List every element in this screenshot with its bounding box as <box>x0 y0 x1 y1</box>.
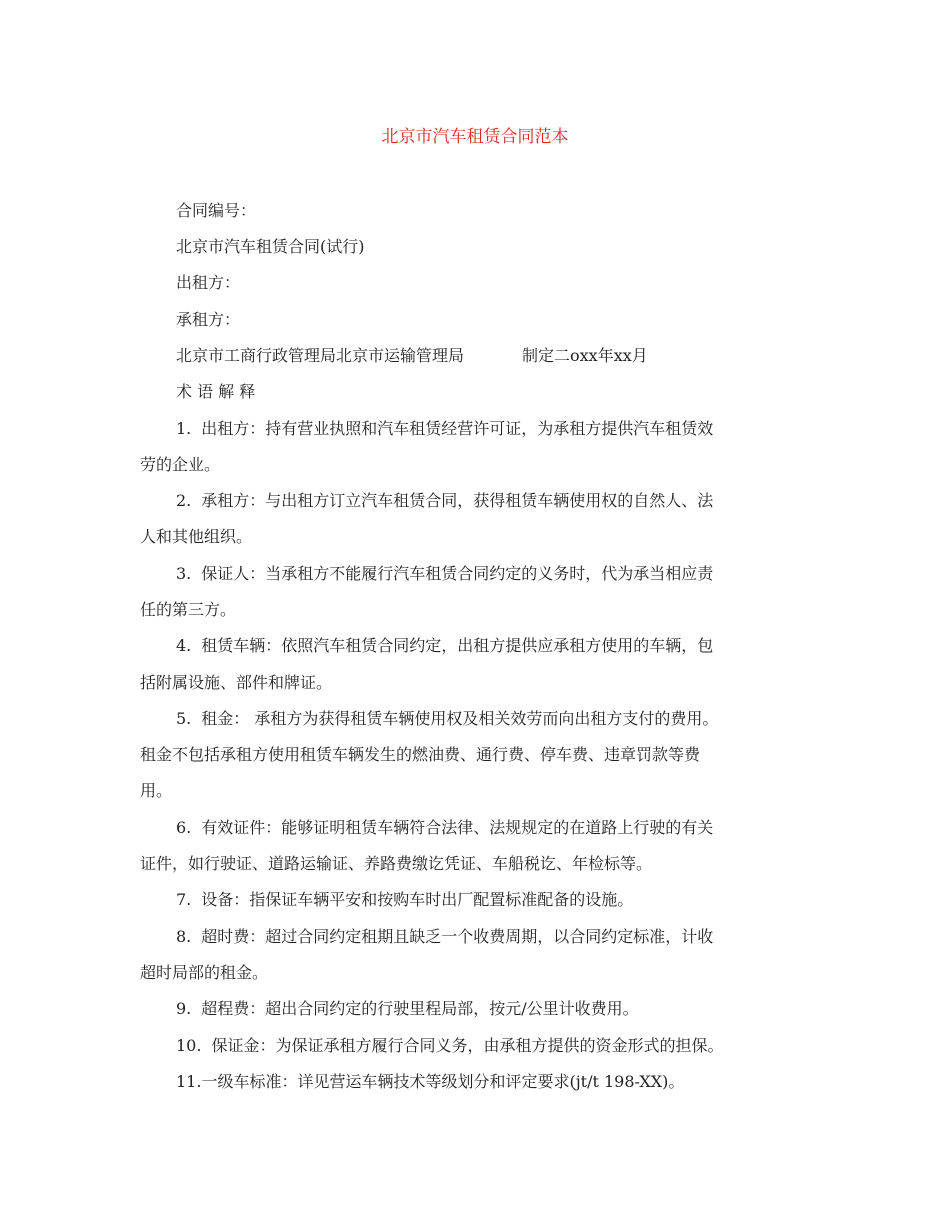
term-7-line-1 <box>140 887 805 910</box>
term-1-line-1 <box>140 416 805 439</box>
term-number: 1. <box>176 419 192 438</box>
term-number: 6. <box>176 818 192 837</box>
term-number: 3. <box>176 564 192 583</box>
term-3-line-2: 任的第三方。 <box>140 600 237 619</box>
term-6-line-1 <box>140 815 805 838</box>
term-1-line-2: 劳的企业。 <box>140 455 221 474</box>
issuer-line <box>176 343 841 366</box>
term-4-line-2: 括附属设施、部件和牌证。 <box>140 673 333 692</box>
issued-date: 制定二oxx年xx月 <box>522 346 648 365</box>
term-text: 一级车标准：详见营运车辆技术等级划分和评定要求(jt/t 198-XX)。 <box>201 1072 685 1091</box>
contract-number-label: 合同编号： <box>176 201 257 220</box>
term-text: 保证人：当承租方不能履行汽车租赁合同约定的义务时，代为承当相应责 <box>201 564 714 583</box>
term-number: 7. <box>176 890 192 909</box>
term-5-line-3: 用。 <box>140 781 173 800</box>
contract-name: 北京市汽车租赁合同(试行) <box>176 237 365 256</box>
lessor-label: 出租方： <box>176 273 241 292</box>
term-9-line-1 <box>140 996 805 1019</box>
term-11-line-1 <box>140 1069 805 1092</box>
term-2-line-2: 人和其他组织。 <box>140 527 253 546</box>
term-number: 8. <box>176 927 192 946</box>
term-3-line-1 <box>140 561 805 584</box>
term-text: 设备：指保证车辆平安和按购车时出厂配置标准配备的设施。 <box>201 890 634 909</box>
term-text: 承租方：与出租方订立汽车租赁合同，获得租赁车辆使用权的自然人、法 <box>201 491 714 510</box>
term-number: 4. <box>176 636 192 655</box>
term-number: 10. <box>176 1036 202 1055</box>
term-text: 保证金：为保证承租方履行合同义务，由承租方提供的资金形式的担保。 <box>211 1036 724 1055</box>
term-text: 超时费：超过合同约定租期且缺乏一个收费周期，以合同约定标准，计收 <box>201 927 714 946</box>
term-10-line-1 <box>140 1033 805 1056</box>
term-8-line-2: 超时局部的租金。 <box>140 963 269 982</box>
term-text: 租金： 承租方为获得租赁车辆使用权及相关效劳而向出租方支付的费用。 <box>201 709 719 728</box>
term-text: 出租方：持有营业执照和汽车租赁经营许可证，为承租方提供汽车租赁效 <box>201 419 714 438</box>
term-number: 11. <box>176 1072 202 1091</box>
term-number: 2. <box>176 491 192 510</box>
term-text: 有效证件：能够证明租赁车辆符合法律、法规规定的在道路上行驶的有关 <box>201 818 714 837</box>
document-title: 北京市汽车租赁合同范本 <box>381 127 569 147</box>
term-2-line-1 <box>140 488 805 511</box>
term-number: 5. <box>176 709 192 728</box>
term-4-line-1 <box>140 633 805 656</box>
term-6-line-2: 证件，如行驶证、道路运输证、养路费缴讫凭证、车船税讫、年检标等。 <box>140 854 653 873</box>
term-text: 租赁车辆：依照汽车租赁合同约定，出租方提供应承租方使用的车辆，包 <box>201 636 714 655</box>
term-5-line-1 <box>140 706 805 729</box>
term-text: 超程费：超出合同约定的行驶里程局部，按元/公里计收费用。 <box>201 999 639 1018</box>
issuer-name: 北京市工商行政管理局北京市运输管理局 <box>176 346 465 365</box>
lessee-label: 承租方： <box>176 310 241 329</box>
term-5-line-2: 租金不包括承租方使用租赁车辆发生的燃油费、通行费、停车费、违章罚款等费 <box>140 745 701 764</box>
terms-heading: 术 语 解 释 <box>176 382 256 401</box>
term-number: 9. <box>176 999 192 1018</box>
term-8-line-1 <box>140 924 805 947</box>
